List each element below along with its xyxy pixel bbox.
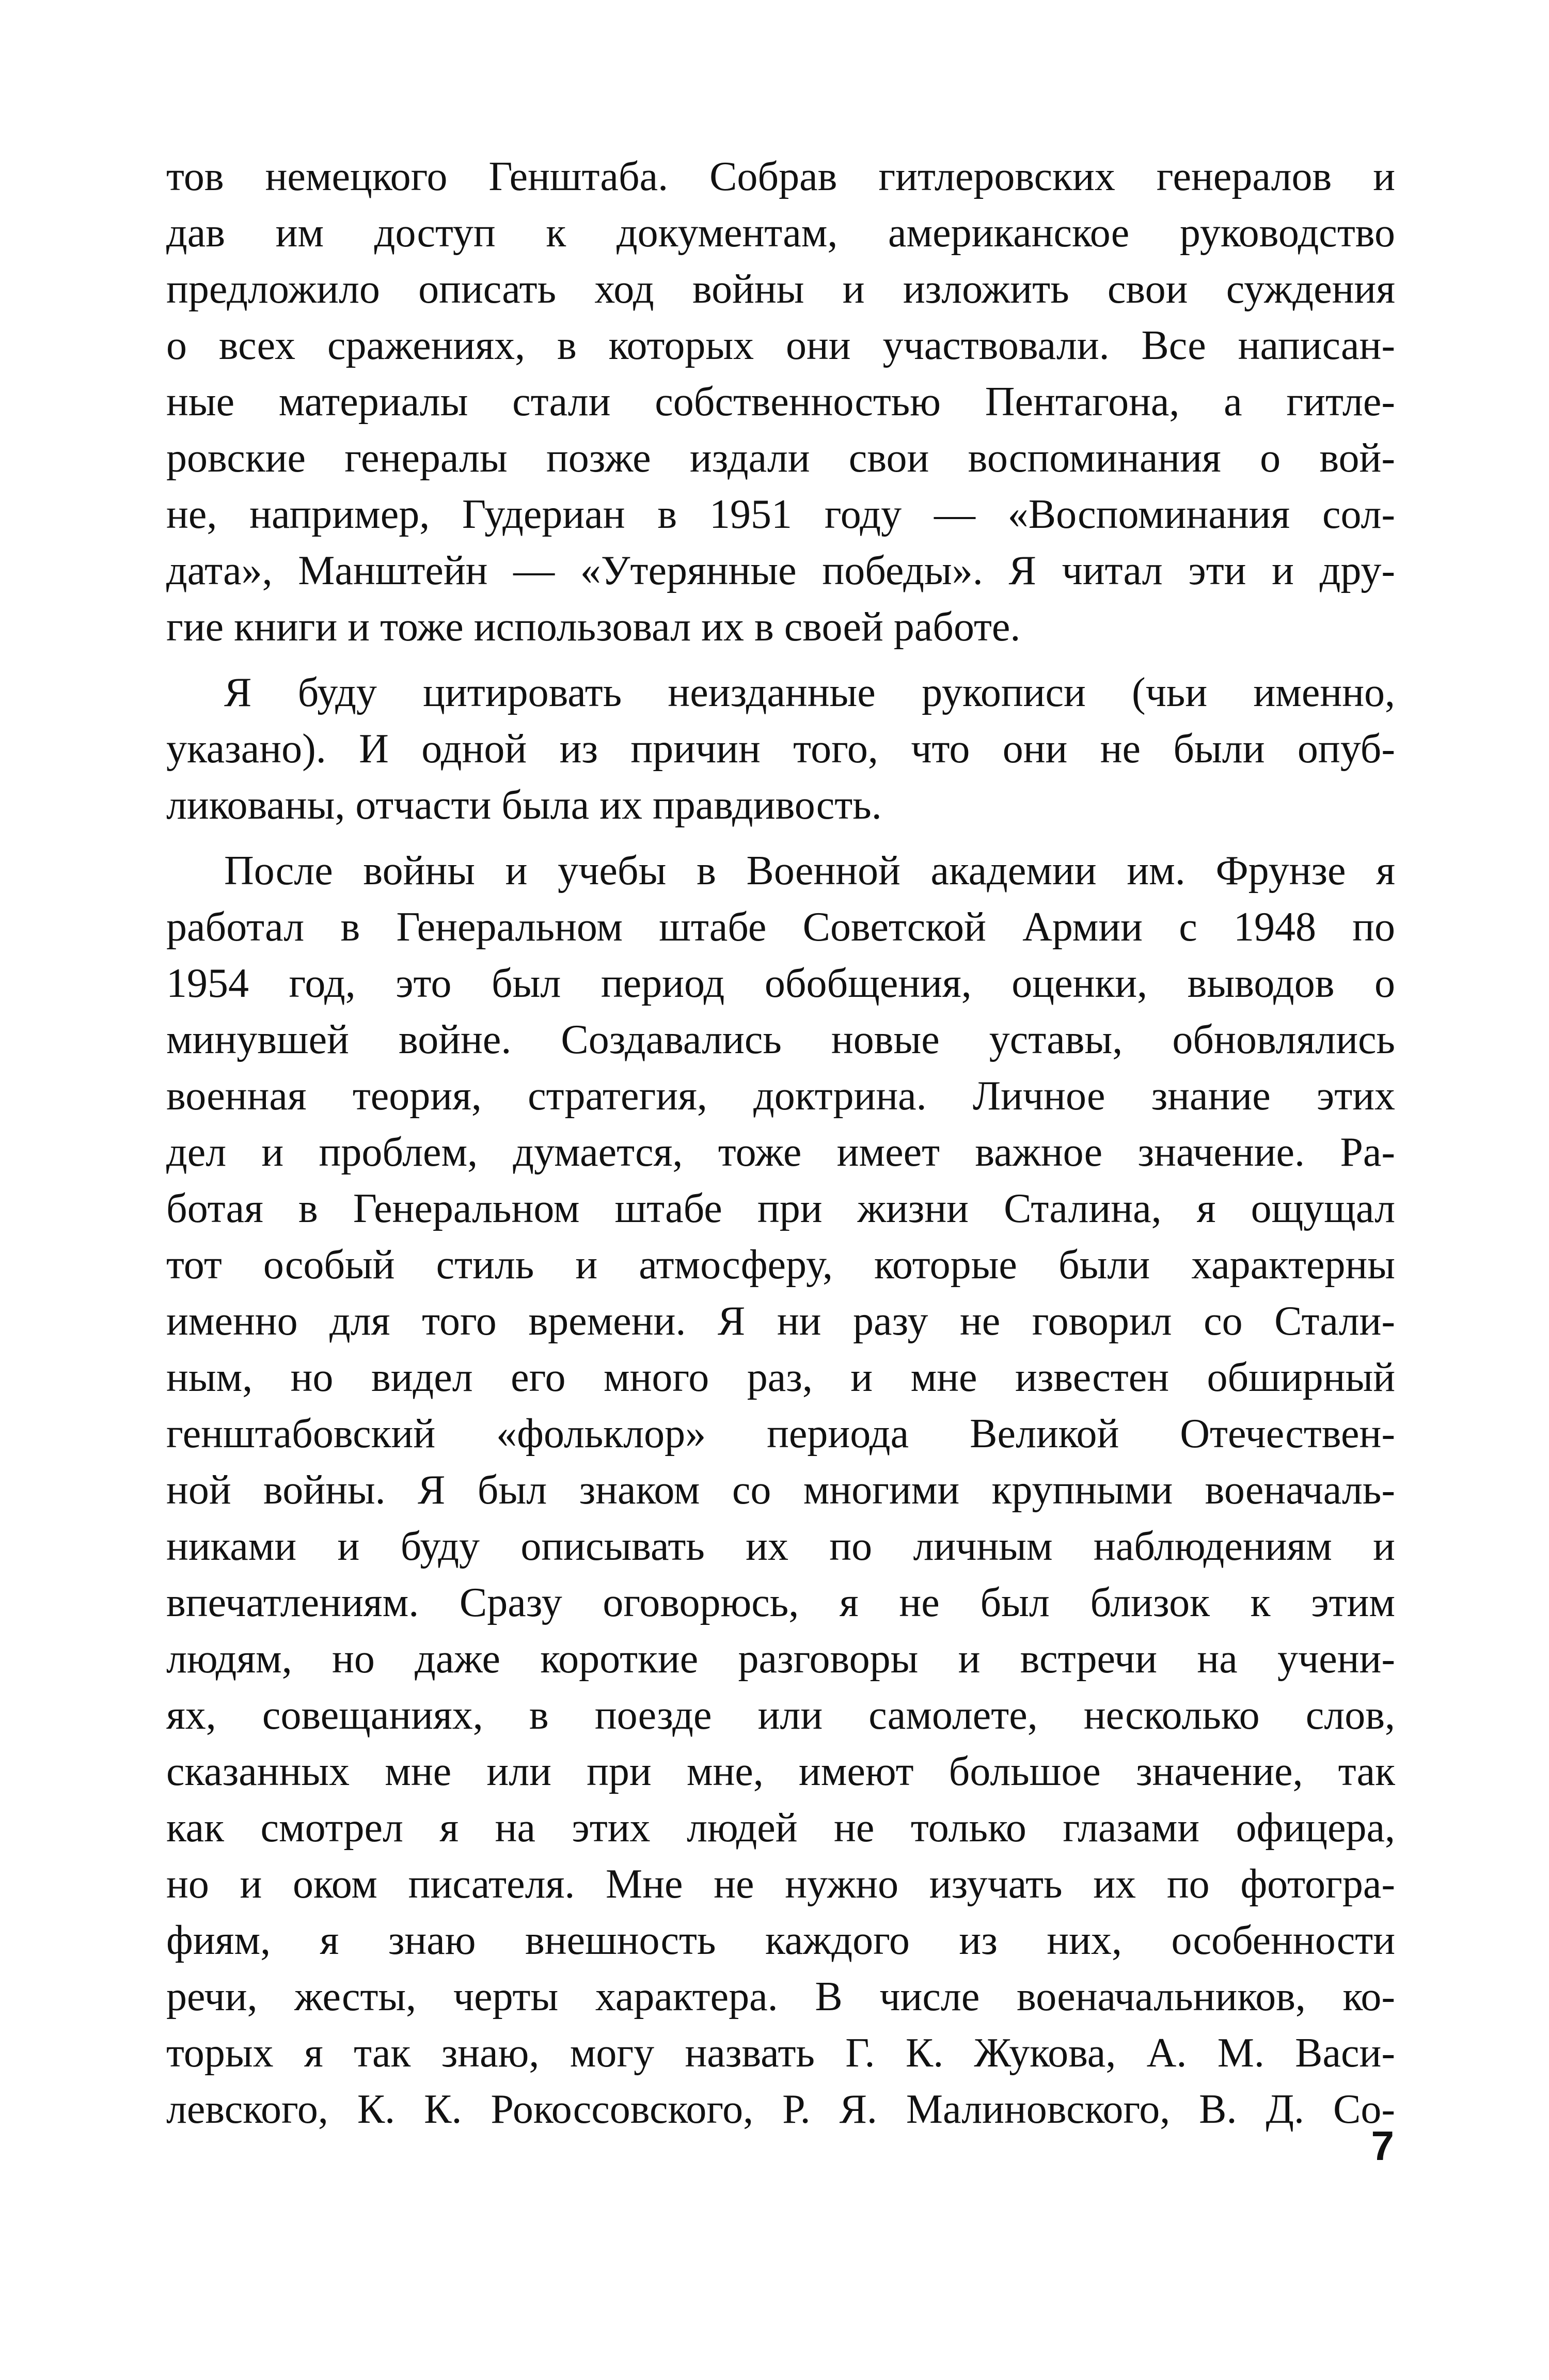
text-line: Я буду цитировать неизданные рукописи (чьи именно, [224, 670, 1395, 715]
text-line: впечатлениям. Сразу оговорюсь, я не был близок к этим [166, 1580, 1395, 1625]
text-line: минувшей войне. Создавались новые уставы, обновлялись [166, 1017, 1395, 1062]
text-line: людям, но даже короткие разговоры и встречи на учени- [166, 1636, 1395, 1682]
text-line: предложило описать ход войны и изложить свои суждения [166, 267, 1395, 312]
text-line: не, например, Гудериан в 1951 году — «Воспоминания сол- [166, 492, 1395, 537]
text-line: 1954 год, это был период обобщения, оценки, выводов о [166, 961, 1395, 1006]
paragraph-gap [166, 834, 1395, 843]
paragraph [166, 665, 1395, 834]
text-line: тот особый стиль и атмосферу, которые были характерны [166, 1242, 1395, 1288]
text-line: торых я так знаю, могу назвать Г. К. Жукова, А. М. Васи- [166, 2030, 1395, 2076]
text-line: ной войны. Я был знаком со многими крупными военачаль- [166, 1467, 1395, 1513]
text-line: фиям, я знаю внешность каждого из них, особенности [166, 1918, 1395, 1963]
paragraph [166, 843, 1395, 2138]
text-line: После войны и учебы в Военной академии им. Фрунзе я [224, 848, 1395, 894]
text-line: ные материалы стали собственностью Пентагона, а гитле- [166, 379, 1395, 425]
paragraph [166, 149, 1395, 655]
text-line: как смотрел я на этих людей не только глазами офицера, [166, 1805, 1395, 1851]
text-line: дав им доступ к документам, американское руководство [166, 210, 1395, 256]
text-line: указано). И одной из причин того, что они не были опуб- [166, 726, 1395, 772]
text-line: военная теория, стратегия, доктрина. Личное знание этих [166, 1073, 1395, 1119]
text-line: ным, но видел его много раз, и мне известен обширный [166, 1355, 1395, 1400]
text-line: именно для того времени. Я ни разу не говорил со Стали- [166, 1298, 1395, 1344]
text-line: тов немецкого Генштаба. Собрав гитлеровских генералов и [166, 154, 1395, 199]
paragraph-gap [166, 655, 1395, 665]
body-text [166, 149, 1395, 2138]
text-line: ликованы, отчасти была их правдивость. [166, 782, 882, 828]
text-line: ровские генералы позже издали свои воспоминания о вой- [166, 435, 1395, 481]
text-line: гие книги и тоже использовал их в своей работе. [166, 604, 1021, 650]
text-line: дата», Манштейн — «Утерянные победы». Я читал эти и дру- [166, 548, 1395, 593]
page-number: 7 [1371, 2123, 1394, 2169]
text-line: но и оком писателя. Мне не нужно изучать их по фотогра- [166, 1861, 1395, 1907]
text-line: генштабовский «фольклор» периода Великой Отечествен- [166, 1411, 1395, 1457]
text-line: сказанных мне или при мне, имеют большое значение, так [166, 1749, 1395, 1794]
text-line: речи, жесты, черты характера. В числе военачальников, ко- [166, 1974, 1395, 2019]
text-line: никами и буду описывать их по личным наблюдениям и [166, 1524, 1395, 1569]
text-line: о всех сражениях, в которых они участвовали. Все написан- [166, 323, 1395, 368]
text-line: ботая в Генеральном штабе при жизни Сталина, я ощущал [166, 1186, 1395, 1231]
text-line: дел и проблем, думается, тоже имеет важное значение. Ра- [166, 1130, 1395, 1175]
text-line: работал в Генеральном штабе Советской Армии с 1948 по [166, 904, 1395, 950]
text-line: ях, совещаниях, в поезде или самолете, несколько слов, [166, 1693, 1395, 1738]
text-line: левского, К. К. Рокоссовского, Р. Я. Малиновского, В. Д. Со- [166, 2087, 1395, 2132]
